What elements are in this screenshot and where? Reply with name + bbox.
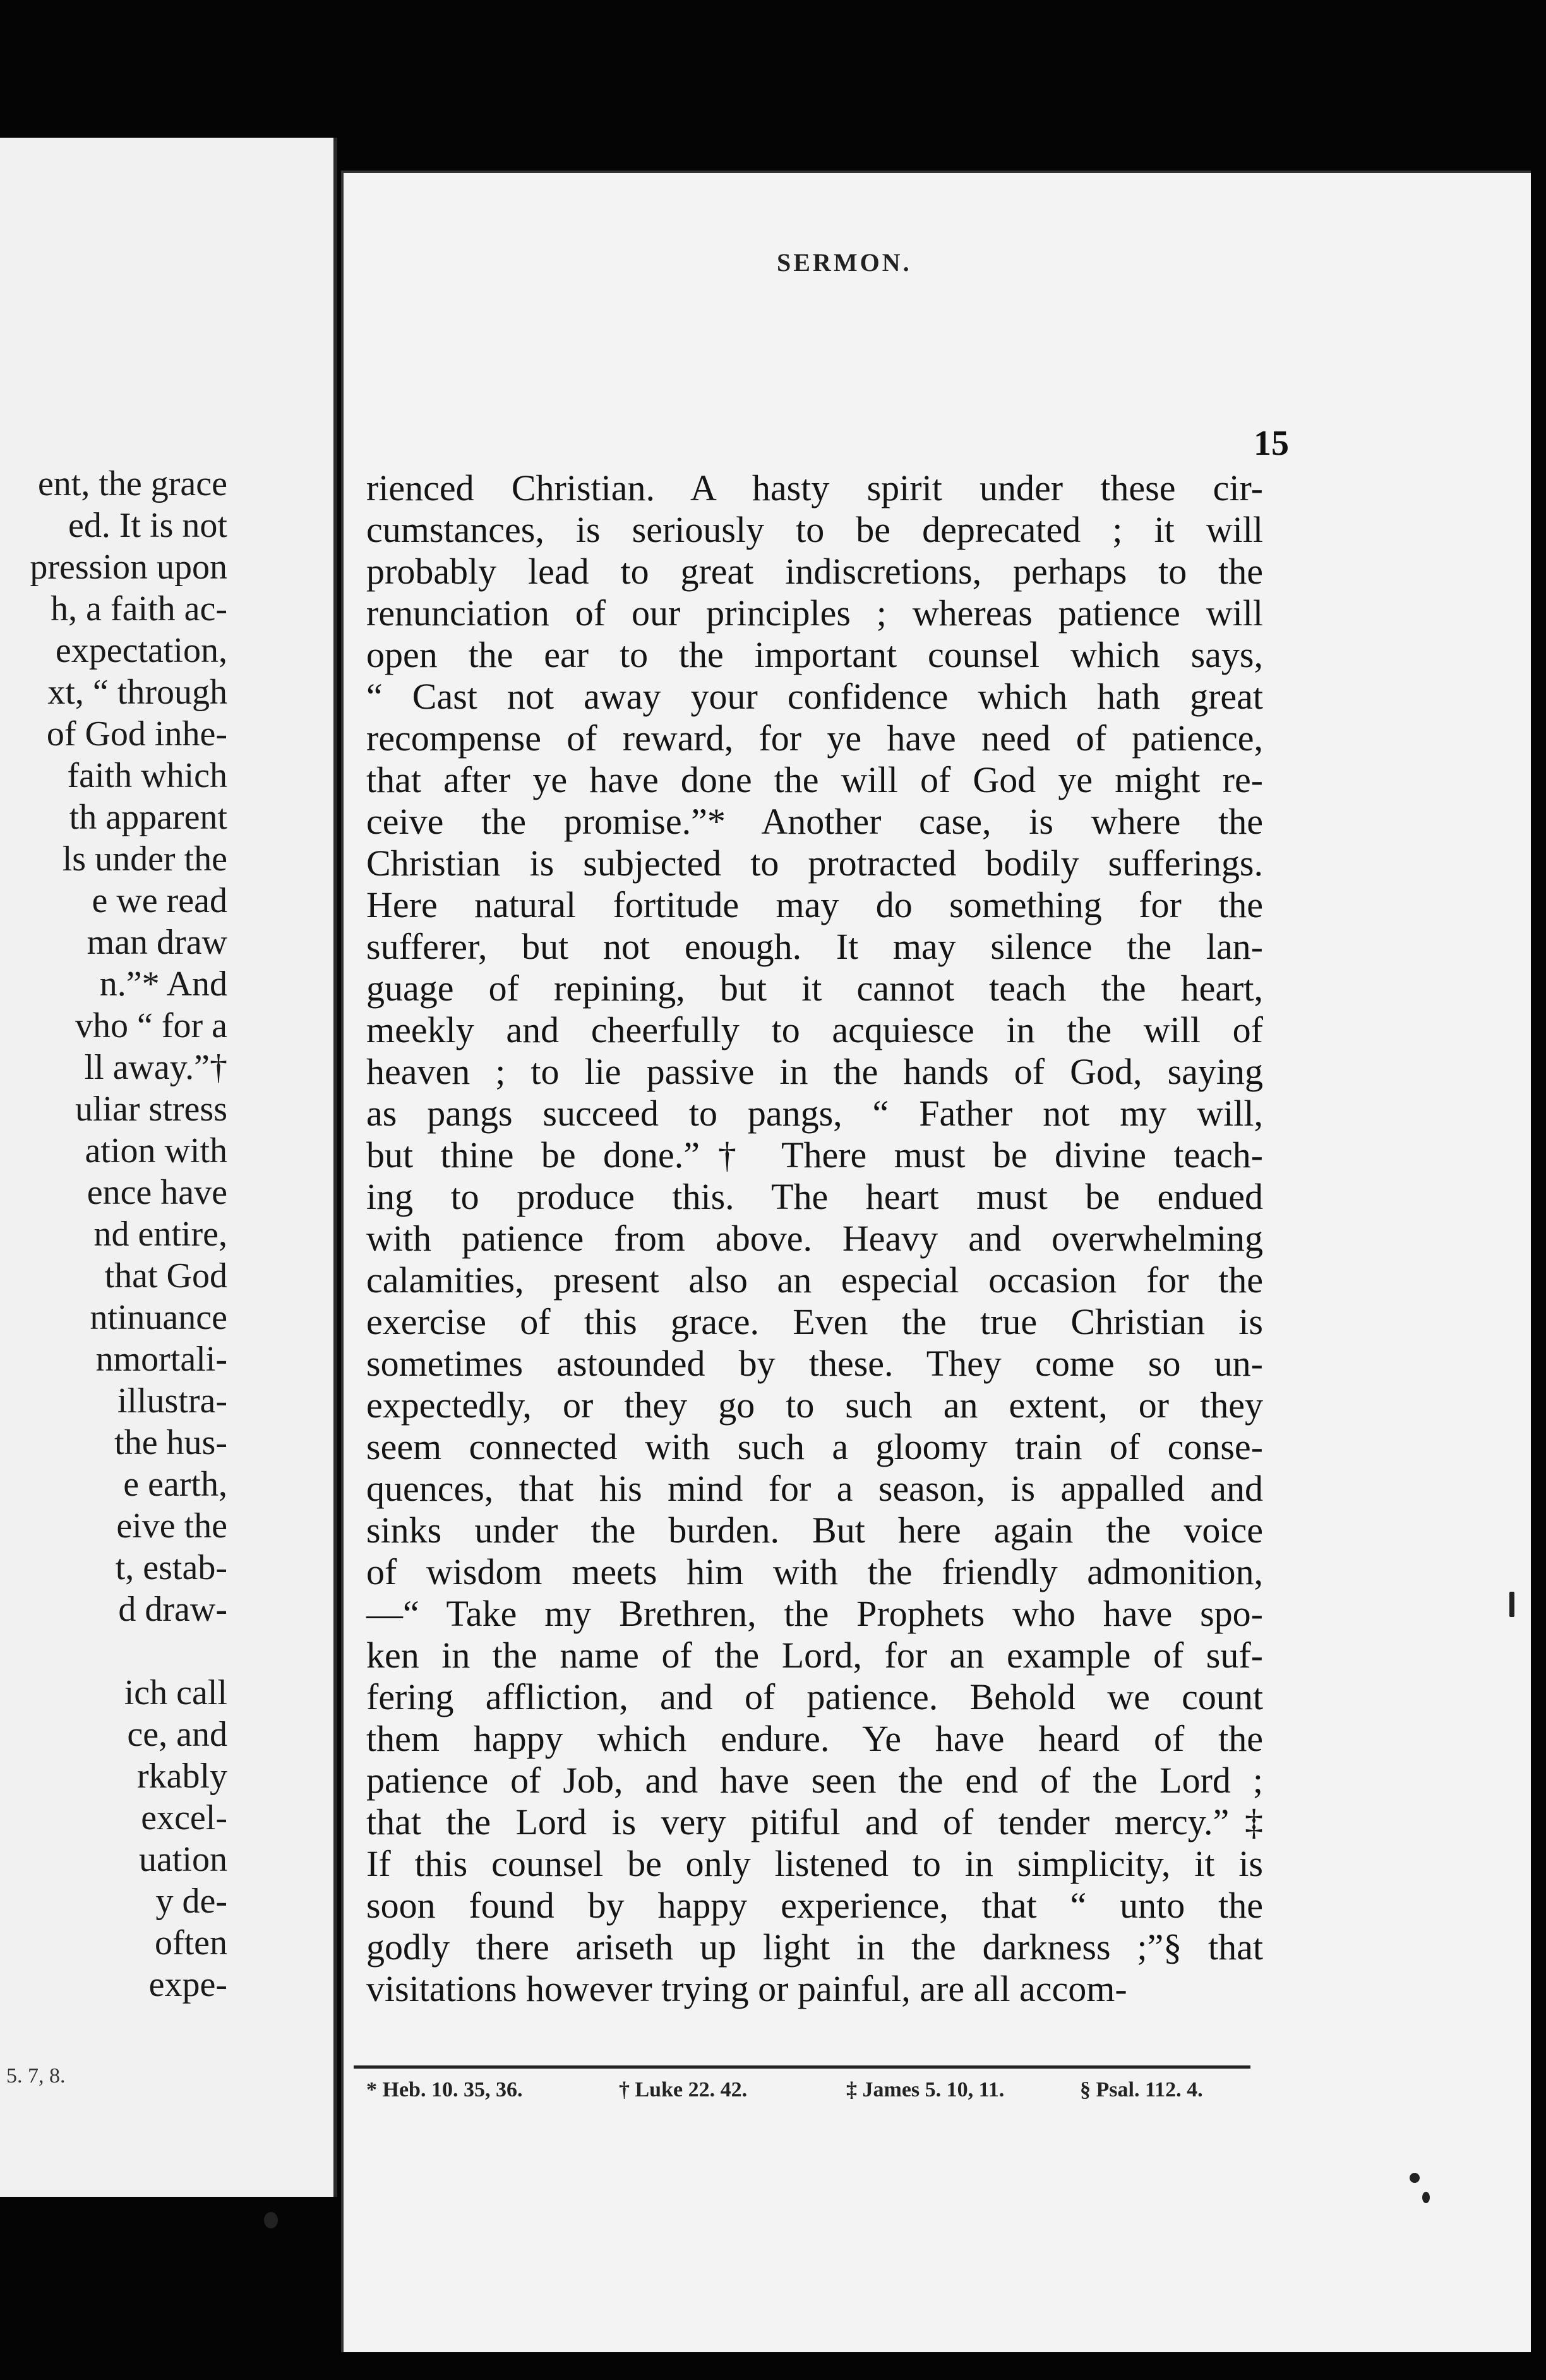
facing-page-line: often: [154, 1923, 227, 1962]
facing-page-line: e earth,: [123, 1465, 227, 1504]
text-line: probably lead to great indiscretions, perhaps to the: [366, 551, 1263, 592]
facing-page-line: e we read: [92, 881, 227, 920]
facing-page-line: ls under the: [62, 839, 227, 879]
facing-page-footnote: 5. 7, 8.: [6, 2064, 66, 2088]
facing-page-line: eive the: [116, 1506, 227, 1546]
text-line: ken in the name of the Lord, for an example of suf-: [366, 1635, 1263, 1676]
text-line: sufferer, but not enough. It may silence the lan-: [366, 926, 1263, 967]
facing-page: [0, 138, 337, 2197]
body-text: [366, 467, 1263, 2059]
text-line: meekly and cheerfully to acquiesce in the will of: [366, 1009, 1263, 1050]
facing-page-line: h, a faith ac-: [51, 589, 227, 628]
text-line: “ Cast not away your confidence which hath great: [366, 676, 1263, 717]
facing-page-line: expe-: [148, 1965, 227, 2004]
text-line: Christian is subjected to protracted bodily sufferings.: [366, 843, 1263, 884]
facing-page-line: pression upon: [30, 548, 227, 587]
facing-page-line: n.”* And: [99, 965, 227, 1004]
text-line: ing to produce this. The heart must be endued: [366, 1176, 1263, 1217]
facing-page-line: nd entire,: [93, 1215, 227, 1254]
text-line: open the ear to the important counsel which says,: [366, 634, 1263, 675]
text-line: seem connected with such a gloomy train of conse-: [366, 1426, 1263, 1467]
text-line: recompense of reward, for ye have need of patience,: [366, 718, 1263, 759]
facing-page-line: uliar stress: [75, 1090, 227, 1129]
facing-page-line: excel-: [141, 1798, 227, 1837]
facing-page-line: t, estab-: [115, 1548, 227, 1587]
facing-page-line: the hus-: [114, 1423, 227, 1462]
text-line: as pangs succeed to pangs, “ Father not my will,: [366, 1093, 1263, 1134]
facing-page-line: ed. It is not: [68, 506, 227, 545]
page-number: 15: [1254, 424, 1289, 463]
facing-page-line: ce, and: [127, 1715, 227, 1754]
text-line: sinks under the burden. But here again the voice: [366, 1510, 1263, 1551]
facing-page-line: expectation,: [55, 631, 227, 670]
facing-page-line: rkably: [136, 1757, 227, 1796]
text-line: heaven ; to lie passive in the hands of God, saying: [366, 1051, 1263, 1092]
text-line: with patience from above. Heavy and overwhelming: [366, 1218, 1263, 1259]
running-head: SERMON.: [777, 248, 912, 277]
facing-page-line: illustra-: [117, 1381, 227, 1421]
text-line: expectedly, or they go to such an extent, or they: [366, 1385, 1263, 1426]
facing-page-line: faith which: [67, 756, 227, 795]
footnote-heb: * Heb. 10. 35, 36.: [366, 2078, 523, 2101]
text-line: patience of Job, and have seen the end of the Lord ;: [366, 1760, 1263, 1801]
facing-page-line: d draw-: [118, 1590, 227, 1629]
text-line: them happy which endure. Ye have heard of the: [366, 1718, 1263, 1759]
text-line: quences, that his mind for a season, is appalled and: [366, 1468, 1263, 1509]
ink-speck: [1410, 2173, 1420, 2183]
text-line: exercise of this grace. Even the true Christian is: [366, 1301, 1263, 1342]
facing-page-line: ich call: [124, 1673, 227, 1712]
footnote-psal: § Psal. 112. 4.: [1080, 2078, 1203, 2101]
text-line: If this counsel be only listened to in simplicity, it is: [366, 1843, 1263, 1884]
text-line: godly there ariseth up light in the darkness ;”§ that: [366, 1926, 1263, 1968]
facing-page-line: xt, “ through: [47, 673, 227, 712]
footnotes: [366, 2078, 1250, 2116]
text-line: visitations however trying or painful, are all accom-: [366, 1968, 1127, 2009]
footnote-james: ‡ James 5. 10, 11.: [846, 2078, 1005, 2101]
text-line: but thine be done.”† There must be divine teach-: [366, 1134, 1263, 1175]
footnote-luke: † Luke 22. 42.: [619, 2078, 748, 2101]
footnote-rule: [354, 2065, 1250, 2069]
facing-page-line: vho “ for a: [75, 1006, 227, 1045]
text-line: renunciation of our principles ; whereas patience will: [366, 592, 1263, 634]
ink-speck: [1422, 2192, 1430, 2203]
facing-page-line: man draw: [87, 923, 227, 962]
text-line: that the Lord is very pitiful and of tender mercy.”‡: [366, 1801, 1263, 1842]
facing-page-line: that God: [104, 1256, 227, 1295]
text-line: of wisdom meets him with the friendly admonition,: [366, 1551, 1263, 1592]
ink-speck: [1509, 1592, 1514, 1617]
text-line: ceive the promise.”* Another case, is where the: [366, 801, 1263, 842]
text-line: calamities, present also an especial occasion for the: [366, 1259, 1263, 1301]
facing-page-line: y de-: [155, 1882, 227, 1921]
text-line: that after ye have done the will of God ye might re-: [366, 759, 1263, 800]
text-line: guage of repining, but it cannot teach the heart,: [366, 968, 1263, 1009]
facing-page-line: ll away.”†: [84, 1048, 227, 1087]
text-line: cumstances, is seriously to be deprecated ; it will: [366, 509, 1263, 550]
text-line: fering affliction, and of patience. Behold we count: [366, 1676, 1263, 1717]
ink-speck: [264, 2212, 278, 2228]
text-line: soon found by happy experience, that “ unto the: [366, 1885, 1263, 1926]
facing-page-text: [0, 463, 328, 2004]
facing-page-line: th apparent: [69, 798, 227, 837]
facing-page-line: ent, the grace: [37, 464, 227, 503]
facing-page-line: uation: [139, 1840, 227, 1879]
text-line: sometimes astounded by these. They come so un-: [366, 1343, 1263, 1384]
facing-page-line: ence have: [87, 1173, 227, 1212]
text-line: rienced Christian. A hasty spirit under these cir-: [366, 467, 1263, 508]
facing-page-line: nmortali-: [95, 1340, 227, 1379]
text-line: Here natural fortitude may do something for the: [366, 884, 1263, 925]
facing-page-line: ation with: [85, 1131, 227, 1170]
facing-page-line: ntinuance: [90, 1298, 227, 1337]
text-line: —“ Take my Brethren, the Prophets who have spo-: [366, 1593, 1263, 1634]
facing-page-line: of God inhe-: [46, 714, 227, 754]
